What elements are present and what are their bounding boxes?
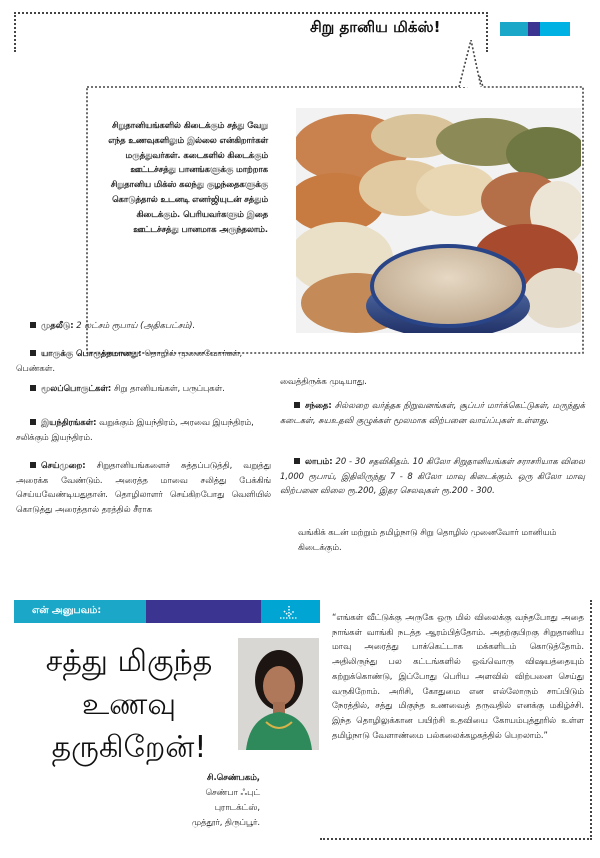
bullet (30, 385, 36, 391)
profit-item: லாபம்: 20 - 30 சதவிகிதம். 10 கிலோ சிறுதானியங்கள் சராசரியாக விலை 1,000 ரூபாய், இதிலிருந்து 7 - 8 கிலோ மாவு கிடைக்கும். ஒரு கிலோ மாவு விற்பனை விலை ரூ.200, இதர செலவுகள் ரூ.200 - 300. (280, 456, 585, 496)
title-line-2: உணவு (81, 687, 177, 722)
experience-label: என் அனுபவம்: (32, 605, 102, 616)
title-line-1: சத்து மிகுந்த (45, 644, 213, 679)
down-arrow-icon (276, 605, 302, 619)
bullet (30, 322, 36, 328)
band-purple-block (146, 600, 261, 623)
method-continued: வைத்திருக்க முடியாது. (280, 376, 367, 386)
investment-item: முதலீடு: 2 லட்சம் ரூபாய் (அதிகபட்சம்). (16, 318, 271, 333)
method-item: செய்முறை: சிறுதானியங்களைச் சுத்தப்படுத்தி, வறுத்து அரைக்க வேண்டும். அரைத்த மாவை சலித்து பேக்கிங் செய்யவேண்டியதுதான். தொழிலாளர் செய்கிறபோது வெளியில் கொடுத்து அரைத்தால் தரத்தில் சீராக (16, 460, 271, 514)
experience-quote: “எங்கள் வீட்டுக்கு அருகே ஒரு மில் விலைக்கு வந்தபோது அதை நாங்கள் வாங்கி நடத்த ஆரம்பித்தோம். அதற்குபிறகு சிறுதானிய மாவு அரைத்து பாக்கெட்டாக மக்களிடம் கொடுத்தோம். அதிலிருந்து பல கட்டங்களில் ஒவ்வொரு விஷயத்தையும் கற்றுக்கொண்டு, இப்போது பெரிய அளவில் விற்பனை செய்து வருகிறோம். அரிசி, கோதுமை என எல்லோரும் சாப்பிடும் நேரத்தில், சத்து மிகுந்த உணவைத் தருவதில் எனக்கு மகிழ்ச்சி. இந்த தொழிலுக்கான பயிற்சி உதவியை கோயம்புத்தூரில் உள்ள தமிழ்நாடு வேளாண்மை பல்கலைக்கழகத்தில் பெறலாம்.” (332, 612, 584, 740)
bullet (30, 419, 36, 425)
header-swatch-purple (528, 22, 540, 36)
bullet (294, 458, 300, 464)
loan-item: வங்கிக் கடன் மற்றும் தமிழ்நாடு சிறு தொழில் முனைவோர் மானியம் கிடைக்கும். (298, 527, 557, 552)
entrepreneur-portrait (238, 638, 319, 750)
title-line-3: தருகிறேன்! (51, 730, 207, 765)
company-line-2: புராடக்ட்ஸ், (214, 802, 260, 812)
experience-title (34, 640, 224, 769)
machines-item: இயந்திரங்கள்: வறுக்கும் இயந்திரம், அரவை இயந்திரம், சலிக்கும் இயந்திரம். (16, 417, 254, 442)
person-details (110, 770, 260, 830)
header-swatch-blue (540, 22, 570, 36)
company-line-1: செண்பா ஃபுட் (205, 787, 260, 797)
raw-material-item: மூலப்பொருட்கள்: சிறு தானியங்கள், பருப்புகள். (16, 381, 271, 396)
millet-mix-photo (296, 108, 581, 333)
intro-paragraph: சிறுதானியங்களில் கிடைக்கும் சத்து வேறு எந்த உணவுகளிலும் இல்லை என்கிறார்கள் மருத்துவர்கள். கடைகளில் கிடைக்கும் ஊட்டச்சத்து பானங்களுக்கு மாற்றாக சிறுதானிய மிக்ஸ் கலந்து குழந்தைகளுக்கு கொடுத்தால் உடனடி எனர்ஜியுடன் சத்தும் கிடைக்கும். பெரியவர்களும் இதை ஊட்டச்சத்து பானமாக அருந்தலாம். (108, 120, 268, 234)
suitable-item: யாருக்கு பொருத்தமானது: தொழில் முனைவோர்கள், பெண்கள். (16, 348, 243, 373)
bullet (294, 402, 300, 408)
market-item: சந்தை: சில்லறை வர்த்தக நிறுவனங்கள், சூப்பர் மார்க்கெட்டுகள், மருந்துக் கடைகள், சுயஉதவி குழுக்கள் மூலமாக விற்பனை வாய்ப்புகள் உள்ளது. (280, 400, 585, 425)
location: முத்தூர், திருப்பூர். (191, 817, 260, 827)
bubble-tail (455, 40, 485, 88)
bullet (30, 462, 36, 468)
person-name: சி.செண்பகம், (206, 772, 260, 782)
bullet (30, 350, 36, 356)
page-title: சிறு தானிய மிக்ஸ்! (310, 18, 441, 36)
